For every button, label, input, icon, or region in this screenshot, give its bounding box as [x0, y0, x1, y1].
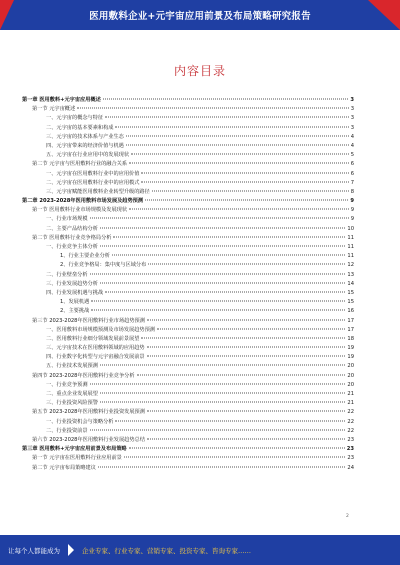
toc-entry-title: 2、行业竞争格局：集中度与区域分布 — [60, 262, 147, 269]
footer-slogan: 让每个人都能成为 — [8, 546, 60, 555]
toc-entry-page: 22 — [347, 418, 354, 425]
report-title: 医用敷料企业+元宇宙应用前景及布局策略研究报告 — [89, 11, 311, 22]
toc-leader-dots — [100, 393, 346, 394]
toc-entry-page: 15 — [347, 299, 354, 306]
toc-entry-page: 16 — [347, 308, 354, 315]
toc-leader-dots — [131, 154, 349, 155]
toc-entry-title: 一、行业市场规模 — [46, 216, 88, 223]
toc-entry-page: 13 — [347, 271, 354, 278]
toc-leader-dots — [100, 246, 346, 247]
toc-entry[interactable] — [22, 307, 354, 316]
toc-leader-dots — [115, 126, 348, 127]
footer-roles: 企业专家、行业专家、营销专家、投资专家、咨询专家…… — [82, 546, 251, 555]
toc-entry-page: 17 — [347, 326, 354, 333]
toc-entry[interactable] — [22, 454, 354, 463]
toc-leader-dots — [147, 438, 345, 439]
toc-entry-title: 第三章 医用敷料+元宇宙应用前景及布局策略 — [22, 446, 127, 453]
toc-entry-page: 5 — [350, 152, 354, 159]
toc-leader-dots — [100, 227, 346, 228]
toc-entry-title: 第二节 元宇宙与医用敷料行业的融合关系 — [32, 161, 128, 168]
toc-entry-title: 一、医用敷料市场规模预测及市场发展趋势预测 — [46, 326, 155, 333]
toc-leader-dots — [147, 356, 346, 357]
toc-entry[interactable] — [22, 381, 354, 390]
toc-entry[interactable] — [22, 188, 354, 197]
toc-entry-page: 9 — [350, 198, 354, 205]
toc-leader-dots — [129, 448, 345, 449]
toc-leader-dots — [98, 466, 345, 467]
toc-entry-page: 6 — [350, 170, 354, 177]
toc-leader-dots — [129, 209, 349, 210]
toc-leader-dots — [90, 273, 346, 274]
toc-entry[interactable] — [22, 326, 354, 335]
toc-leader-dots — [126, 135, 349, 136]
toc-entry-page: 11 — [347, 234, 354, 241]
toc-entry-title: 第二节 医用敷料行业竞争格局分析 — [32, 234, 112, 241]
toc-entry-page: 19 — [347, 354, 354, 361]
toc-entry-title: 一、行业竞争主体分析 — [46, 244, 98, 250]
toc-entry-title: 2、主要挑战 — [60, 308, 90, 315]
toc-entry[interactable] — [22, 408, 354, 417]
toc-entry-page: 12 — [347, 262, 354, 269]
toc-entry[interactable] — [22, 280, 354, 289]
toc-entry-title: 第一章 医用敷料+元宇宙应用概述 — [22, 97, 101, 103]
toc-leader-dots — [113, 236, 345, 237]
toc-entry-title: 第一节 医用敷料行业市场规模及发展现状 — [32, 207, 128, 214]
toc-entry-page: 23 — [347, 436, 354, 443]
toc-entry-title: 第五节 2023-2028年医用敷料行业投资发展预测 — [32, 409, 145, 416]
toc-entry[interactable] — [22, 362, 354, 371]
toc-entry-page: 24 — [347, 464, 354, 471]
toc-entry-title: 一、元宇宙在医用敷料行业中的应用价值 — [46, 170, 140, 177]
toc-entry[interactable] — [22, 418, 354, 427]
toc-entry-page: 11 — [347, 244, 354, 250]
toc-entry[interactable] — [22, 464, 354, 473]
toc-entry-page: 8 — [350, 188, 354, 195]
toc-heading: 内容目录 — [173, 64, 226, 78]
toc-entry-page: 19 — [347, 345, 354, 352]
toc-entry-page: 20 — [347, 381, 354, 388]
toc-entry-page: 18 — [347, 335, 354, 342]
toc-entry-title: 三、元宇宙赋能医用敷料企业转型升级的路径 — [46, 188, 150, 195]
toc-entry[interactable] — [22, 390, 354, 399]
toc-leader-dots — [126, 144, 349, 145]
toc-entry[interactable] — [22, 124, 354, 133]
toc-entry-title: 二、重点企业发展展望 — [46, 391, 98, 397]
toc-entry-page: 6 — [350, 161, 354, 168]
toc-leader-dots — [141, 181, 348, 182]
toc-entry-title: 三、行业发展趋势分析 — [46, 280, 98, 287]
toc-entry-title: 五、行业技术发展预测 — [46, 363, 98, 370]
toc-entry-page: 3 — [350, 115, 354, 122]
toc-leader-dots — [115, 420, 345, 421]
toc-entry-title: 三、元宇宙的技术体系与产业生态 — [46, 133, 124, 140]
toc-leader-dots — [105, 117, 349, 118]
toc-entry-title: 二、元宇宙在医用敷料行业中的应用模式 — [46, 179, 140, 186]
toc-entry-page: 4 — [350, 142, 354, 149]
toc-entry[interactable] — [22, 234, 354, 243]
toc-leader-dots — [105, 291, 345, 292]
toc-entry-title: 四、元宇宙带来的经济价值与机遇 — [46, 142, 124, 149]
toc-entry-title: 四、行业发展机遇与挑战 — [46, 289, 104, 296]
toc-leader-dots — [91, 301, 345, 302]
toc-entry-page: 22 — [347, 409, 354, 416]
toc-leader-dots — [152, 190, 349, 191]
toc-entry-title: 三、行业投资风险预警 — [46, 400, 98, 407]
toc-entry-title: 第二节 元宇宙布局策略建议 — [32, 464, 96, 471]
toc-leader-dots — [91, 310, 345, 311]
toc-entry[interactable] — [22, 427, 354, 436]
toc-entry[interactable] — [22, 261, 354, 270]
toc-entry[interactable] — [22, 344, 354, 353]
header-right-accent — [368, 0, 400, 30]
toc-entry-page: 9 — [350, 216, 354, 223]
toc-entry[interactable] — [22, 225, 354, 234]
toc-leader-dots — [147, 347, 346, 348]
toc-entry-title: 二、行业投资前景 — [46, 427, 88, 434]
toc-leader-dots — [157, 328, 345, 329]
toc-entry-page: 11 — [347, 253, 354, 260]
toc-leader-dots — [148, 264, 345, 265]
toc-entry[interactable] — [22, 215, 354, 224]
toc-leader-dots — [112, 255, 345, 256]
toc-entry[interactable] — [22, 372, 354, 381]
toc-entry-page: 23 — [346, 446, 354, 453]
toc-entry-title: 1、发展机遇 — [60, 299, 90, 306]
toc-leader-dots — [145, 200, 348, 201]
toc-entry[interactable] — [22, 271, 354, 280]
toc-entry-title: 第四节 2023-2028年医用敷料行业竞争分析 — [32, 372, 135, 379]
table-of-contents — [22, 96, 354, 473]
toc-entry-page: 23 — [347, 455, 354, 462]
toc-entry[interactable] — [22, 436, 354, 445]
toc-entry-page: 7 — [350, 179, 354, 186]
toc-entry-title: 二、行业壁垒分析 — [46, 271, 88, 278]
toc-leader-dots — [147, 411, 345, 412]
toc-entry-title: 三、元宇宙技术在医用敷料领域的应用趋势 — [46, 345, 145, 352]
toc-leader-dots — [103, 99, 349, 100]
toc-entry-title: 第三节 2023-2028年医用敷料行业市场趋势预测 — [32, 317, 145, 324]
toc-entry[interactable] — [22, 399, 354, 408]
toc-entry-page: 21 — [347, 400, 354, 407]
toc-entry-title: 一、元宇宙的概念与特征 — [46, 115, 104, 122]
toc-entry-title: 五、元宇宙在行业应用中的发展现状 — [46, 152, 130, 159]
toc-entry-title: 一、行业竞争预测 — [46, 381, 88, 388]
toc-leader-dots — [129, 163, 349, 164]
toc-leader-dots — [77, 108, 349, 109]
toc-entry-page: 17 — [347, 317, 354, 324]
toc-leader-dots — [124, 457, 346, 458]
arrow-right-icon — [68, 544, 74, 556]
toc-entry-page: 20 — [347, 363, 354, 370]
toc-entry[interactable] — [22, 160, 354, 169]
toc-entry[interactable] — [22, 151, 354, 160]
toc-entry-title: 第六节 2023-2028年医用敷料行业发展趋势总结 — [32, 436, 145, 443]
toc-leader-dots — [90, 218, 349, 219]
toc-entry-page: 4 — [350, 133, 354, 140]
toc-entry[interactable] — [22, 445, 354, 454]
toc-entry[interactable] — [22, 142, 354, 151]
toc-leader-dots — [90, 383, 346, 384]
toc-entry-title: 四、行业数字化转型与元宇宙融合发展前景 — [46, 354, 145, 361]
toc-entry-title: 二、元宇宙的基本要素和构成 — [46, 124, 114, 131]
toc-entry-title: 二、主要产品结构分析 — [46, 225, 98, 232]
toc-leader-dots — [141, 172, 348, 173]
toc-entry-page: 3 — [350, 124, 354, 131]
report-footer — [0, 535, 400, 565]
toc-entry[interactable] — [22, 353, 354, 362]
toc-entry[interactable] — [22, 179, 354, 188]
toc-entry-title: 二、医用敷料行业细分领域发展前景展望 — [46, 335, 140, 342]
toc-entry[interactable] — [22, 298, 354, 307]
header-left-accent — [0, 0, 14, 30]
toc-entry[interactable] — [22, 133, 354, 142]
toc-leader-dots — [90, 429, 346, 430]
toc-leader-dots — [147, 319, 345, 320]
toc-entry-title: 第一节 元宇宙概述 — [32, 106, 76, 113]
toc-entry-page: 9 — [350, 207, 354, 214]
toc-entry-page: 15 — [347, 289, 354, 296]
toc-entry-title: 第一节 元宇宙在医用敷料行业应用前景 — [32, 455, 122, 462]
toc-entry[interactable] — [22, 96, 354, 105]
toc-entry-page: 14 — [347, 280, 354, 287]
toc-entry[interactable] — [22, 114, 354, 123]
toc-entry[interactable] — [22, 243, 354, 252]
toc-entry[interactable] — [22, 317, 354, 326]
toc-leader-dots — [137, 374, 346, 375]
toc-leader-dots — [100, 282, 346, 283]
toc-entry[interactable] — [22, 105, 354, 114]
toc-entry-page: 10 — [347, 225, 354, 232]
toc-entry-title: 第二章 2023-2028年医用敷料市场发展及趋势预测 — [22, 198, 144, 205]
page-number: 2 — [346, 514, 349, 519]
toc-leader-dots — [100, 365, 346, 366]
toc-entry-title: 1、行业主要企业分析 — [60, 253, 110, 260]
toc-leader-dots — [100, 402, 346, 403]
report-header — [0, 0, 400, 30]
toc-entry[interactable] — [22, 252, 354, 261]
toc-entry-page: 3 — [350, 97, 354, 103]
toc-entry-page: 21 — [347, 391, 354, 397]
toc-entry[interactable] — [22, 197, 354, 206]
toc-entry-title: 一、行业投资机会与策略分析 — [46, 418, 114, 425]
toc-entry[interactable] — [22, 206, 354, 215]
toc-entry[interactable] — [22, 289, 354, 298]
toc-entry[interactable] — [22, 335, 354, 344]
toc-leader-dots — [141, 337, 345, 338]
toc-entry-page: 22 — [347, 427, 354, 434]
toc-entry-page: 3 — [350, 106, 354, 113]
toc-entry-page: 20 — [347, 372, 354, 379]
toc-entry[interactable] — [22, 170, 354, 179]
